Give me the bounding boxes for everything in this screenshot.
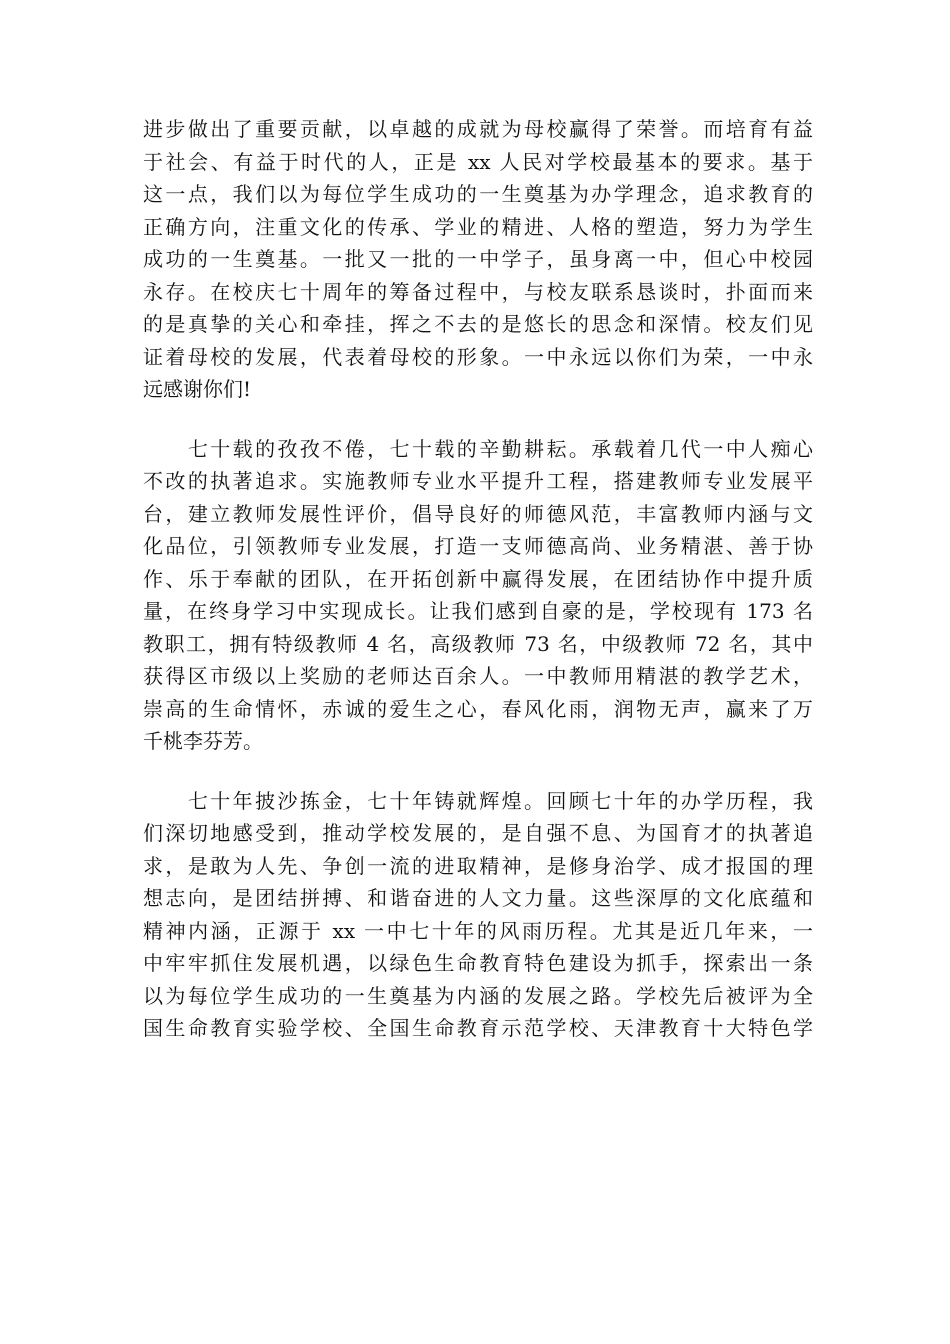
paragraph-2 — [143, 433, 813, 758]
text-line: 想志向，是团结拼搏、和谐奋进的人文力量。这些深厚的文化底蕴和 — [143, 886, 813, 910]
text-line: 永存。在校庆七十周年的筹备过程中，与校友联系恳谈时，扑面而来 — [143, 279, 813, 304]
text-line: 量，在终身学习中实现成长。让我们感到自豪的是，学校现有 173 名 — [143, 599, 813, 623]
text-line: 进步做出了重要贡献，以卓越的成就为母校赢得了荣誉。而培育有益 — [143, 117, 813, 141]
paragraph-1 — [143, 113, 813, 406]
text-line: 国生命教育实验学校、全国生命教育示范学校、天津教育十大特色学 — [143, 1016, 813, 1040]
text-line: 崇高的生命情怀，赤诚的爱生之心，春风化雨，润物无声，赢来了万 — [143, 696, 813, 721]
text-line: 不改的执著追求。实施教师专业水平提升工程，搭建教师专业发展平 — [143, 469, 813, 493]
text-line: 证着母校的发展，代表着母校的形象。一中永远以你们为荣，一中永 — [143, 344, 813, 369]
text-line: 七十载的孜孜不倦，七十载的辛勤耕耘。承载着几代一中人痴心 — [143, 436, 813, 461]
text-line: 中牢牢抓住发展机遇，以绿色生命教育特色建设为抓手，探索出一条 — [143, 951, 813, 975]
text-line: 获得区市级以上奖励的老师达百余人。一中教师用精湛的教学艺术， — [143, 664, 813, 688]
text-line: 远感谢你们! — [143, 377, 252, 401]
text-line: 以为每位学生成功的一生奠基为内涵的发展之路。学校先后被评为全 — [143, 983, 813, 1008]
text-line: 教职工，拥有特级教师 4 名，高级教师 73 名，中级教师 72 名，其中 — [143, 631, 813, 656]
text-line: 化品位，引领教师专业发展，打造一支师德高尚、业务精湛、善于协 — [143, 534, 813, 558]
text-line: 台，建立教师发展性评价，倡导良好的师德风范，丰富教师内涵与文 — [143, 501, 813, 526]
paragraph-3 — [143, 785, 813, 1045]
text-line: 千桃李芬芳。 — [143, 729, 263, 753]
document-body — [143, 113, 813, 1045]
text-line: 求，是敢为人先、争创一流的进取精神，是修身治学、成才报国的理 — [143, 853, 813, 878]
text-line: 这一点，我们以为每位学生成功的一生奠基为办学理念，追求教育的 — [143, 182, 813, 206]
text-line: 七十年披沙拣金，七十年铸就辉煌。回顾七十年的办学历程，我 — [143, 788, 813, 813]
text-line: 正确方向，注重文化的传承、学业的精进、人格的塑造，努力为学生 — [143, 214, 813, 239]
text-line: 的是真挚的关心和牵挂，挥之不去的是悠长的思念和深情。校友们见 — [143, 312, 813, 336]
text-line: 精神内涵，正源于 xx 一中七十年的风雨历程。尤其是近几年来，一 — [143, 918, 813, 943]
text-line: 成功的一生奠基。一批又一批的一中学子，虽身离一中，但心中校园 — [143, 247, 813, 271]
text-line: 们深切地感受到，推动学校发展的，是自强不息、为国育才的执著追 — [143, 821, 813, 845]
text-line: 作、乐于奉献的团队，在开拓创新中赢得发展，在团结协作中提升质 — [143, 566, 813, 591]
text-line: 于社会、有益于时代的人，正是 xx 人民对学校最基本的要求。基于 — [143, 149, 813, 174]
